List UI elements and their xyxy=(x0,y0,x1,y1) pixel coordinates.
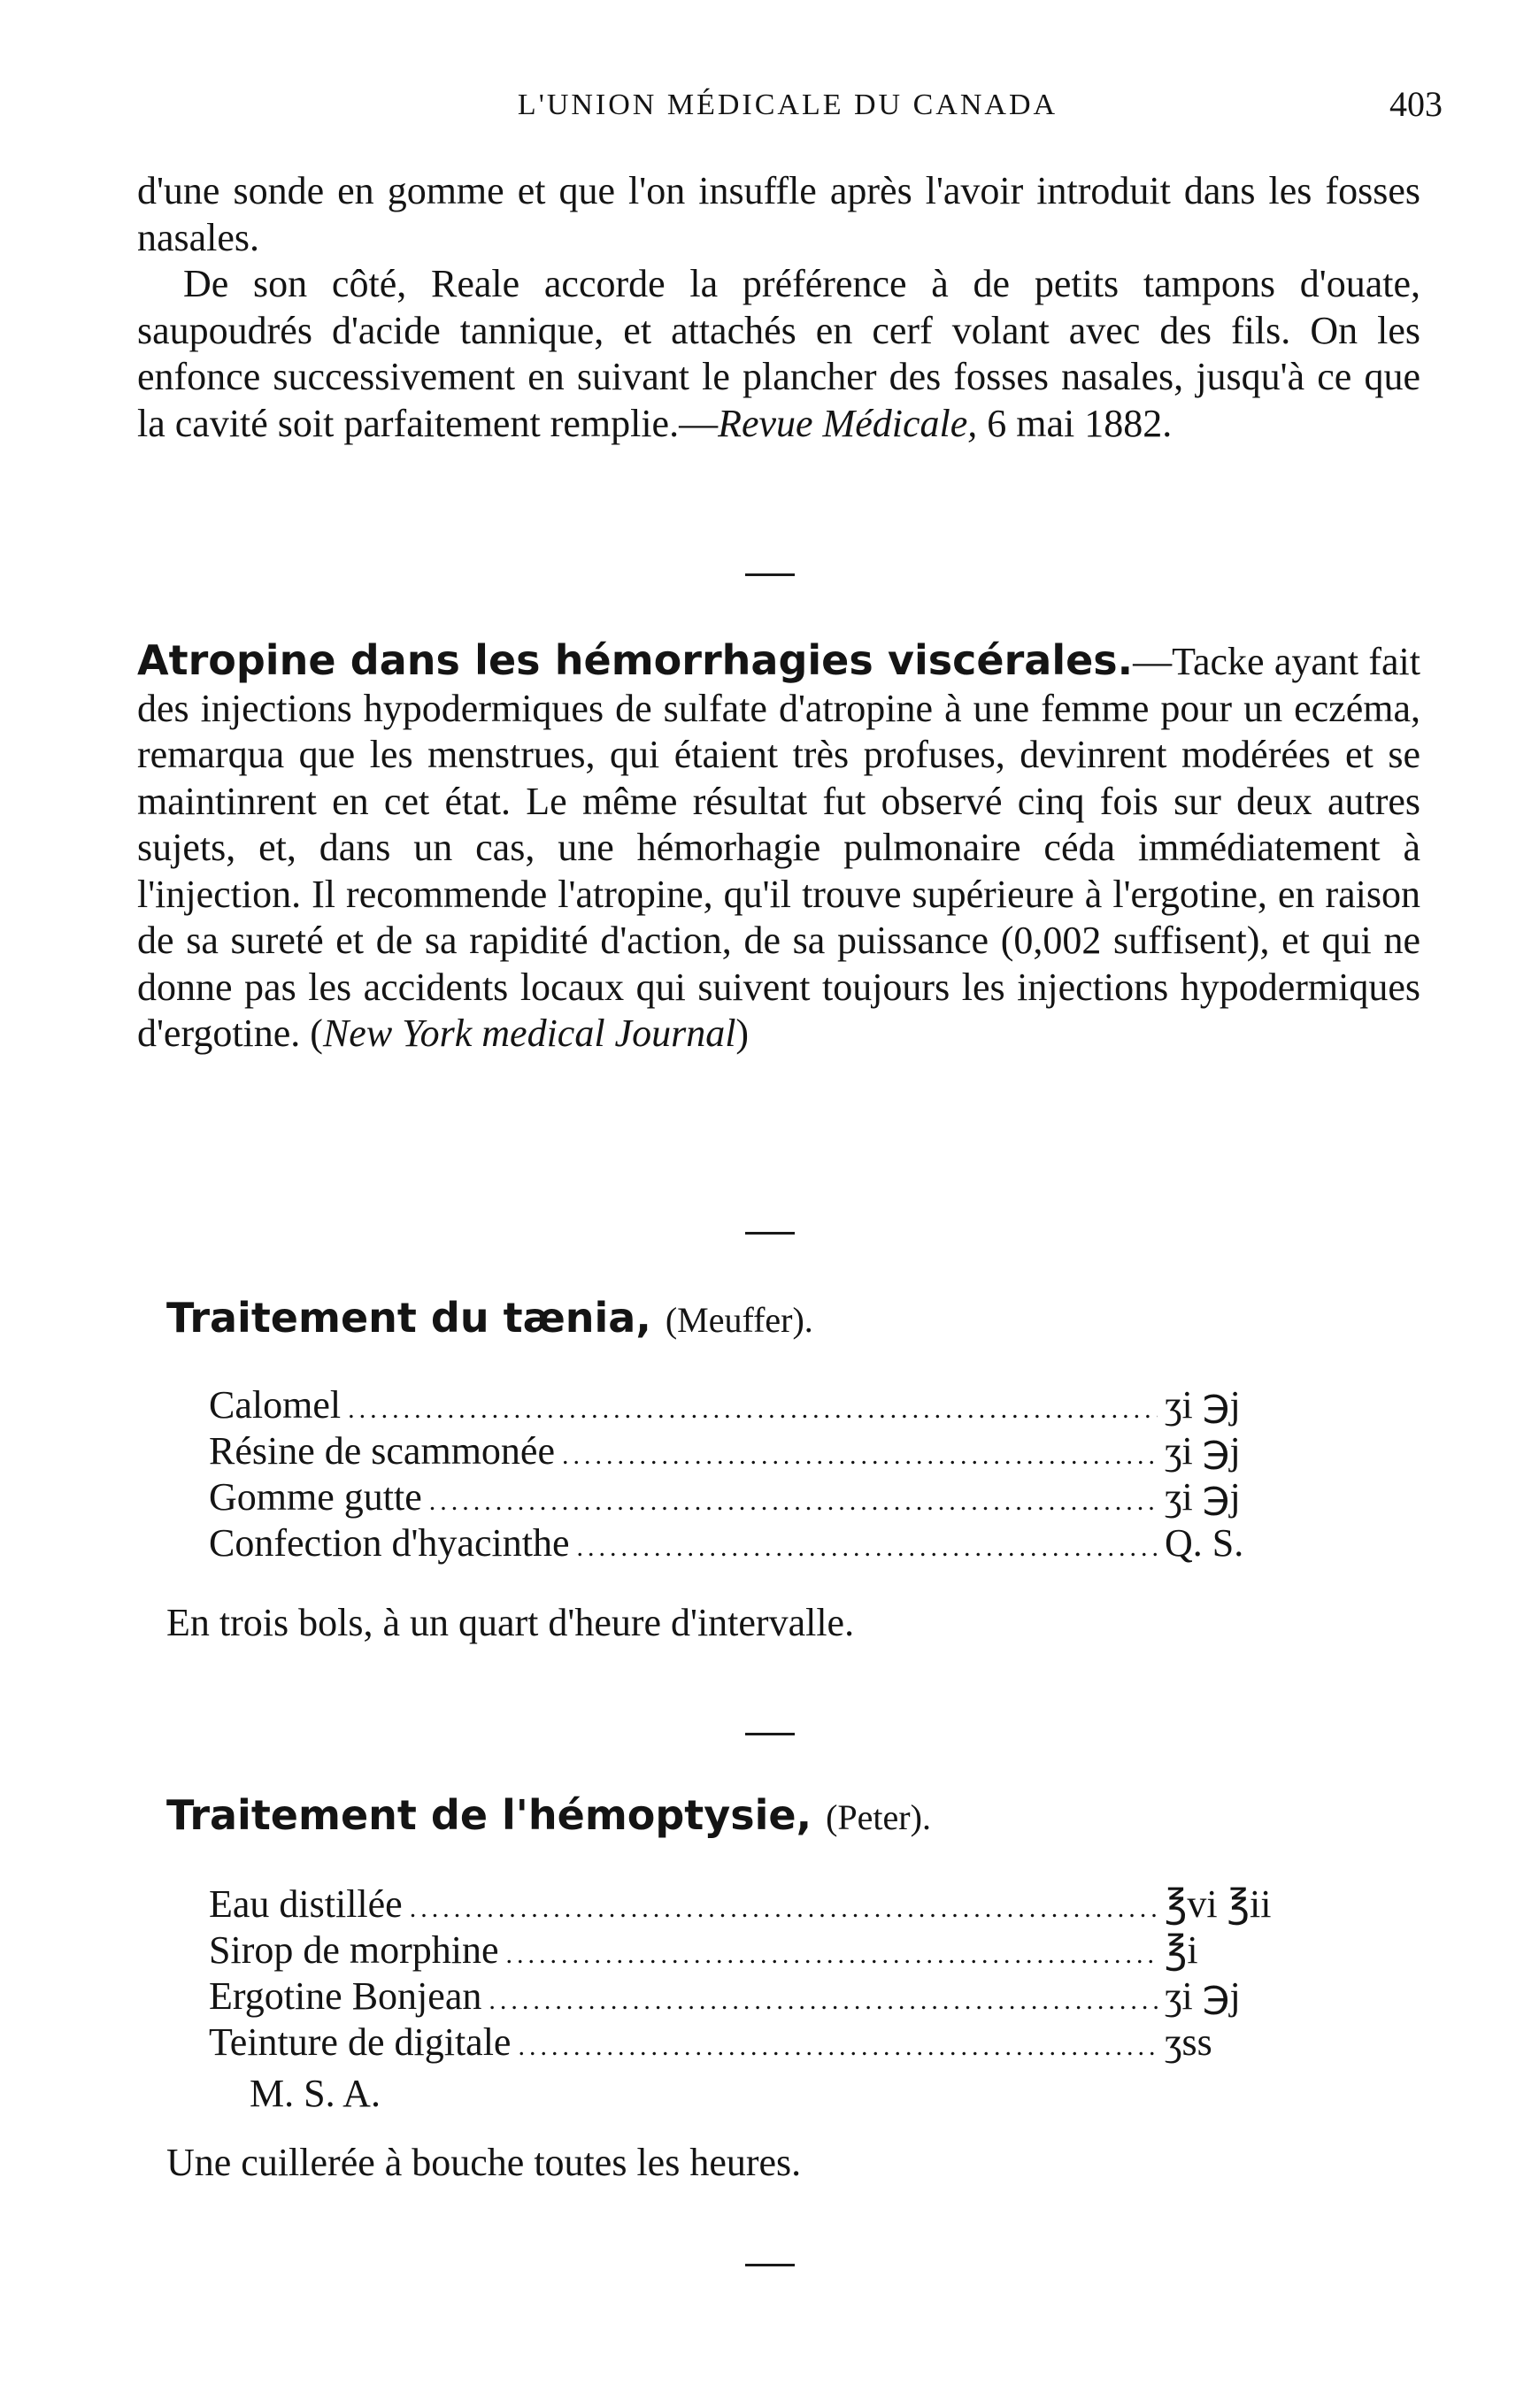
paragraph-text: De son côté, Reale accorde la préférence à de petits tampons d'ouate, saupoudrés d'acide tannique, et attachés en cerf volant avec des fils. On les enfonce successivement en suivant le plancher des fosses nasales, jusqu'à ce que la cavité soit parfaitement remplie.— xyxy=(137,262,1420,445)
article-heading: Atropine dans les hémorrhagies viscérales. xyxy=(137,636,1134,684)
continued-article xyxy=(137,168,1420,447)
ingredient-name: Sirop de morphine xyxy=(209,1928,499,1972)
recipe-row xyxy=(209,1382,1324,1428)
ingredient-quantity: ℥i xyxy=(1165,1928,1198,1972)
ingredient-quantity: ʒss xyxy=(1165,2020,1212,2064)
hemoptysie-recipe xyxy=(209,1881,1324,2066)
paragraph-text: —Tacke ayant fait des injections hypodermiques de sulfate d'atropine à une femme pour un eczéma, remarqua que les menstrues, qui étaient très profuses, devinrent modérées et se maintinrent en cet état. Le même résultat fut observé cinq fois sur deux autres sujets, et, dans un cas, une hémorhagie pulmonaire céda immédiatement à l'injection. Il recommende l'atropine, qu'il trouve supérieure à l'ergotine, en raison de sa sureté et de sa rapidité d'action, de sa puissance (0,002 suffisent), et qui ne donne pas les accidents locaux qui suivent toujours les injections hypodermiques d'ergotine. ( xyxy=(137,640,1420,1055)
citation-close: ) xyxy=(735,1012,750,1055)
source-citation: Revue Médicale, xyxy=(718,401,978,445)
recipe-row xyxy=(209,1927,1324,1973)
dot-leader xyxy=(576,1533,1158,1563)
ingredient-name: Ergotine Bonjean xyxy=(209,1974,482,2018)
page-number: 403 xyxy=(1389,84,1443,124)
section-separator xyxy=(745,2264,795,2266)
section-separator xyxy=(745,1733,795,1735)
ingredient-name: Calomel xyxy=(209,1383,342,1427)
ingredient-name: Gomme gutte xyxy=(209,1475,422,1519)
ingredient-quantity: ʒi ℈j xyxy=(1165,1383,1241,1427)
section-separator xyxy=(745,573,795,576)
dot-leader xyxy=(489,1986,1158,2016)
ingredient-name: Résine de scammonée xyxy=(209,1429,555,1473)
ingredient-quantity: Q. S. xyxy=(1165,1521,1244,1565)
heading-text: Traitement de l'hémoptysie, xyxy=(166,1791,812,1839)
ingredient-quantity: ℥vi ℥ii xyxy=(1165,1882,1272,1926)
dot-leader xyxy=(410,1894,1158,1924)
ingredient-quantity: ʒi ℈j xyxy=(1165,1475,1241,1519)
paragraph-text: d'une sonde en gomme et que l'on insuffle après l'avoir introduit dans les fosses nasales. xyxy=(137,169,1420,259)
recipe-row xyxy=(209,1520,1324,1566)
ingredient-name: Eau distillée xyxy=(209,1882,403,1926)
section-separator xyxy=(745,1232,795,1235)
reale-paragraph xyxy=(137,261,1420,447)
atropine-article xyxy=(137,637,1420,1058)
ingredient-name: Confection d'hyacinthe xyxy=(209,1521,570,1565)
heading-text: Traitement du tænia, xyxy=(166,1294,651,1342)
hemoptysie-instruction: Une cuillerée à bouche toutes les heures. xyxy=(166,2141,802,2184)
running-title: L'UNION MÉDICALE DU CANADA xyxy=(517,88,1058,121)
heading-author: (Peter). xyxy=(826,1797,931,1837)
dot-leader xyxy=(429,1487,1158,1517)
recipe-row xyxy=(209,1428,1324,1474)
recipe-row xyxy=(209,1973,1324,2019)
ingredient-quantity: ʒi ℈j xyxy=(1165,1974,1241,2018)
hemoptysie-heading xyxy=(166,1791,931,1839)
dot-leader xyxy=(506,1940,1158,1970)
dot-leader xyxy=(348,1395,1158,1425)
ingredient-name: Teinture de digitale xyxy=(209,2020,512,2064)
ingredient-quantity: ʒi ℈j xyxy=(1165,1429,1241,1473)
page-header xyxy=(133,81,1443,135)
taenia-heading xyxy=(166,1294,813,1342)
atropine-paragraph xyxy=(137,637,1420,1058)
citation-date: 6 mai 1882. xyxy=(977,401,1173,445)
recipe-row xyxy=(209,2019,1324,2066)
taenia-instruction: En trois bols, à un quart d'heure d'intervalle. xyxy=(166,1601,855,1644)
dot-leader xyxy=(518,2032,1158,2062)
recipe-row xyxy=(209,1881,1324,1927)
msa-note: M. S. A. xyxy=(250,2072,381,2115)
continued-paragraph xyxy=(137,168,1420,261)
source-citation: New York medical Journal xyxy=(322,1012,736,1055)
heading-author: (Meuffer). xyxy=(665,1300,813,1340)
taenia-recipe xyxy=(209,1382,1324,1566)
recipe-row xyxy=(209,1474,1324,1520)
dot-leader xyxy=(562,1441,1158,1471)
